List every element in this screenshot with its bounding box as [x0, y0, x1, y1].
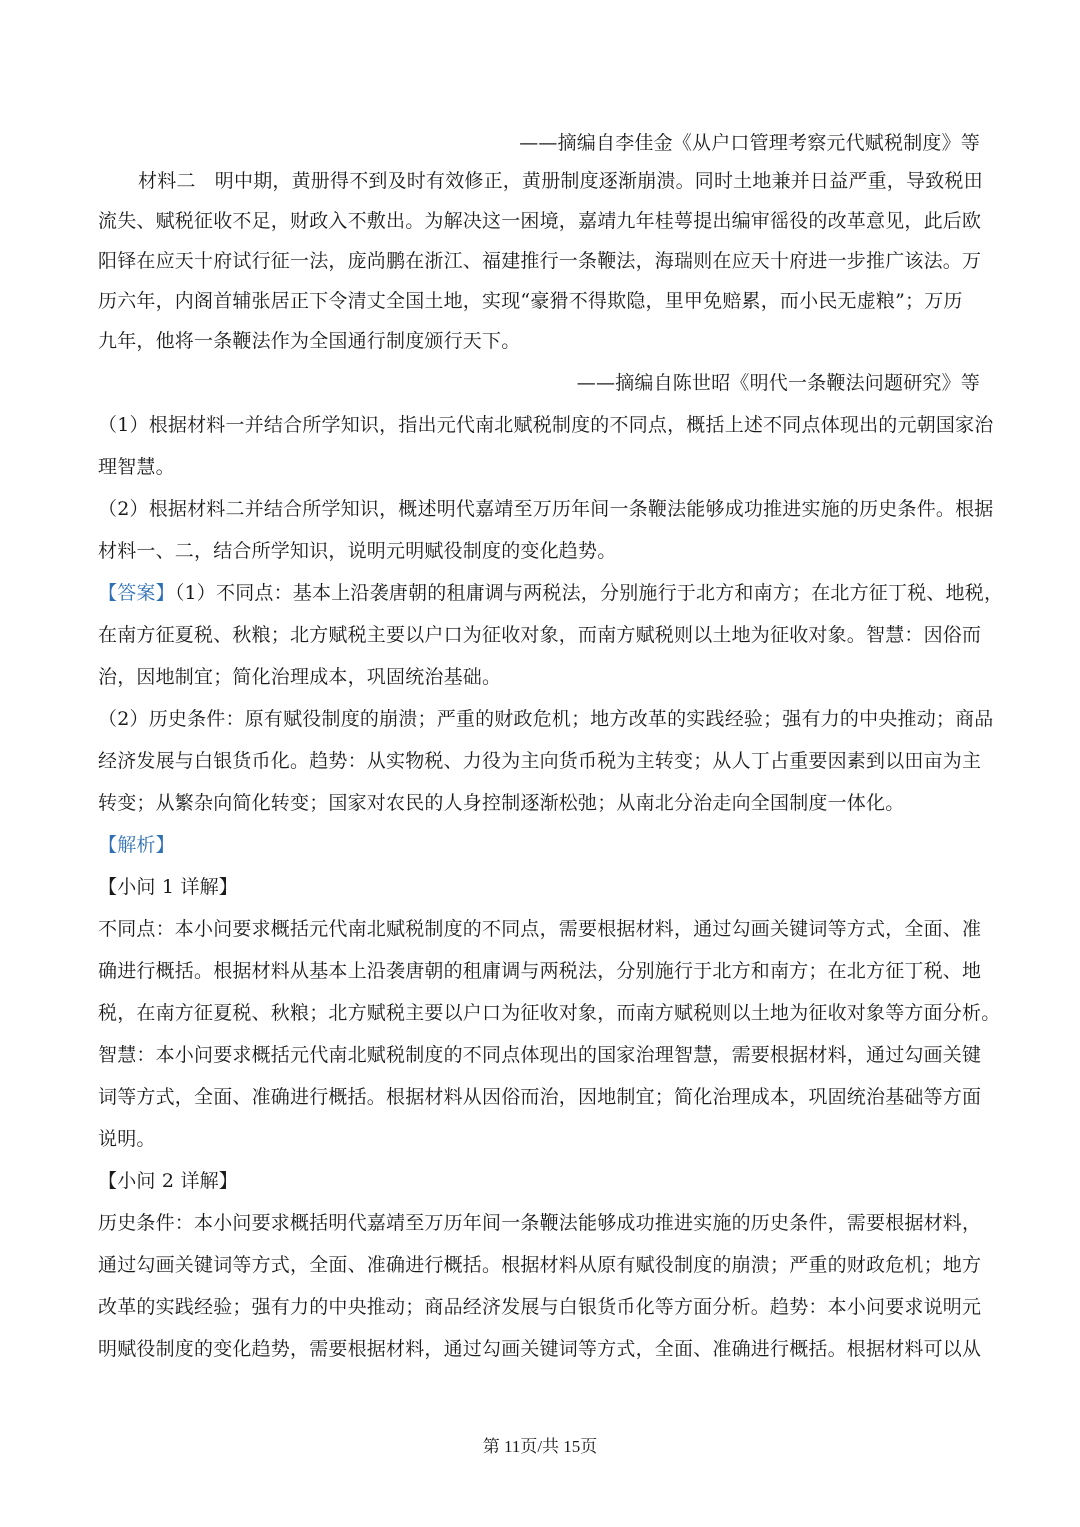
text-line: 说明。 [98, 1128, 156, 1150]
text-line: 改革的实践经验；强有力的中央推动；商品经济发展与白银货币化等方面分析。趋势：本小问要求说明元 [98, 1296, 982, 1318]
source-citation-2: ——摘编自陈世昭《明代一条鞭法问题研究》等 [576, 372, 980, 394]
text-line: 阳铎在应天十府试行征一法，庞尚鹏在浙江、福建推行一条鞭法，海瑞则在应天十府进一步推广该法。万 [98, 250, 982, 272]
page-number-footer: 第 11页/共 15页 [482, 1437, 598, 1456]
sub-question-1-detail [98, 914, 1001, 1154]
text-line: 九年，他将一条鞭法作为全国通行制度颁行天下。 [98, 330, 521, 352]
text-line: （1）根据材料一并结合所学知识，指出元代南北赋税制度的不同点，概括上述不同点体现出的元朝国家治 [98, 414, 994, 436]
answer-section [98, 578, 1004, 818]
text-line: 在南方征夏税、秋粮；北方赋税主要以户口为征收对象，而南方赋税则以土地为征收对象。智慧：因俗而 [98, 624, 982, 646]
text-line: 税，在南方征夏税、秋粮；北方赋税主要以户口为征收对象，而南方赋税则以土地为征收对象等方面分析。 [98, 1002, 1001, 1024]
sub-question-1-label: 【小问 1 详解】 [98, 876, 238, 898]
text-line: 历史条件：本小问要求概括明代嘉靖至万历年间一条鞭法能够成功推进实施的历史条件，需要根据材料， [98, 1212, 982, 1234]
text-line: 流失、赋税征收不足，财政入不敷出。为解决这一困境，嘉靖九年桂萼提出编审徭役的改革意见，此后欧 [98, 210, 982, 232]
text-line: 历六年，内阁首辅张居正下令清丈全国土地，实现“豪猾不得欺隐，里甲免赔累，而小民无虚粮”；万历 [98, 290, 963, 312]
text-line: （1）不同点：基本上沿袭唐朝的租庸调与两税法，分别施行于北方和南方；在北方征丁税、地税， [174, 582, 1004, 604]
text-line: 治，因地制宜；简化治理成本，巩固统治基础。 [98, 666, 502, 688]
sub-question-2-label: 【小问 2 详解】 [98, 1170, 238, 1192]
text-line: 通过勾画关键词等方式，全面、准确进行概括。根据材料从原有赋役制度的崩溃；严重的财政危机；地方 [98, 1254, 982, 1276]
text-line: （2）根据材料二并结合所学知识，概述明代嘉靖至万历年间一条鞭法能够成功推进实施的历史条件。根据 [98, 498, 994, 520]
answer-label: 【答案】 [98, 582, 175, 604]
text-line: 转变；从繁杂向简化转变；国家对农民的人身控制逐渐松弛；从南北分治走向全国制度一体化。 [98, 792, 905, 814]
text-line: 理智慧。 [98, 456, 175, 478]
text-line: 材料一、二，结合所学知识，说明元明赋役制度的变化趋势。 [98, 540, 617, 562]
text-line: 材料二 明中期，黄册得不到及时有效修正，黄册制度逐渐崩溃。同时土地兼并日益严重，导致税田 [138, 170, 983, 192]
text-line: 智慧：本小问要求概括元代南北赋税制度的不同点体现出的国家治理智慧，需要根据材料，通过勾画关键 [98, 1044, 982, 1066]
question-1 [98, 410, 994, 482]
question-2 [98, 494, 994, 566]
text-line: 不同点：本小问要求概括元代南北赋税制度的不同点，需要根据材料，通过勾画关键词等方式，全面、准 [98, 918, 982, 940]
source-citation-1: ——摘编自李佳金《从户口管理考察元代赋税制度》等 [519, 132, 980, 154]
text-line: （2）历史条件：原有赋役制度的崩溃；严重的财政危机；地方改革的实践经验；强有力的中央推动；商品 [98, 708, 994, 730]
text-line: 经济发展与白银货币化。趋势：从实物税、力役为主向货币税为主转变；从人丁占重要因素到以田亩为主 [98, 750, 982, 772]
text-line: 明赋役制度的变化趋势，需要根据材料，通过勾画关键词等方式，全面、准确进行概括。根据材料可以从 [98, 1338, 982, 1360]
text-line: 确进行概括。根据材料从基本上沿袭唐朝的租庸调与两税法，分别施行于北方和南方；在北方征丁税、地 [98, 960, 982, 982]
material-two [98, 166, 984, 356]
text-line: 词等方式，全面、准确进行概括。根据材料从因俗而治，因地制宜；简化治理成本，巩固统治基础等方面 [98, 1086, 982, 1108]
analysis-label: 【解析】 [98, 834, 175, 856]
page-content [98, 128, 1004, 1364]
sub-question-2-detail [98, 1208, 984, 1364]
